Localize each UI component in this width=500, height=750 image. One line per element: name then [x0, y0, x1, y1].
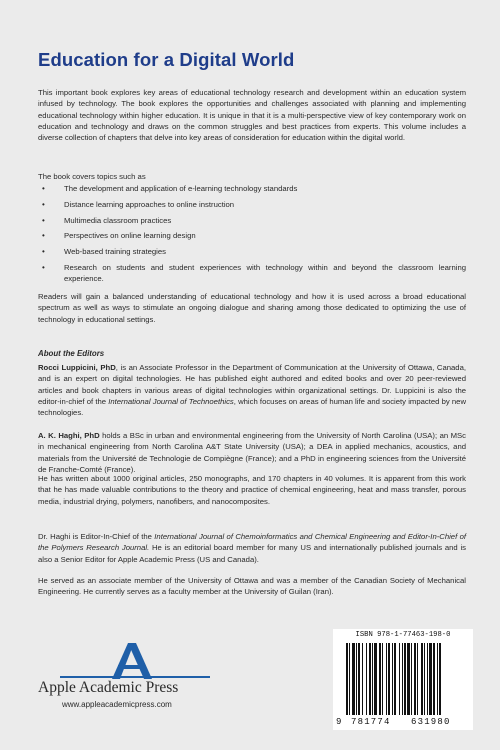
list-item: • The development and application of e-learning technology standards [42, 184, 298, 193]
book-title: Education for a Digital World [38, 49, 295, 70]
editor2-bio: A. K. Haghi, PhD holds a BSc in urban and environmental engineering from the University of North Carolina (USA); an MSc in mechanical engineering from North Carolina A&T State University (USA); a DEA in applied mechanics, acoustics, and materials from the Université de Technologie de Compiègne (France); and a PhD in engineering sciences from the Université de Franche-Comté (France). [38, 431, 466, 474]
bullet-icon: • [42, 247, 45, 257]
apple-academic-press-logo [60, 641, 210, 681]
bullet-icon: • [42, 231, 45, 241]
list-item: • Research on students and student experiences with technology within and beyond the classroom learning experience. [42, 262, 466, 284]
bullet-icon: • [42, 215, 45, 225]
description-paragraph: This important book explores key areas of educational technology research and development within an education system infused by technology. The book explores the opportunities and challenges associated with planning and implementing educational technology within higher education. It is unique in that it is a multi-perspective view of key contemporary work on education and technology and draws on the common struggles and best practices from experts. This volume includes a diverse collection of chapters that delve into key areas of consideration for education within the digital world. [38, 88, 466, 143]
list-item: • Multimedia classroom practices [42, 215, 172, 225]
isbn-barcode: ISBN 978-1-77463-198-0 9 781774 631980 [333, 629, 473, 730]
journal-titles: International Journal of Chemoinformatics and Chemical Engineering and Editor-In-Chief of the Polymers Research Journal. [38, 532, 466, 553]
editor1-name: Rocci Luppicini, PhD [38, 363, 116, 372]
editor2-publications: He has written about 1000 original articles, 250 monographs, and 170 chapters in 40 volumes. It is apparent from this work that he has made valuable contributions to the theory and practice of chemical engineering, heat and mass transfer, porous media, industrial drying, polymers, nanofibers, and nanocomposites. [38, 474, 466, 506]
list-item: • Perspectives on online learning design [42, 231, 196, 241]
isbn-label: ISBN 978-1-77463-198-0 [355, 631, 451, 639]
bullet-icon: • [42, 262, 45, 272]
barcode-bars [333, 641, 473, 719]
readers-paragraph: Readers will gain a balanced understanding of educational technology and how it is used across a broad educational spectrum as well as ways to stimulate an ongoing dialogue and sharing among those dedicated to optimizing the use of technology in educational settings. [38, 292, 466, 324]
editor2-memberships: He served as an associate member of the University of Ottawa and was a member of the Canadian Society of Mechanical Engineering. He currently serves as a faculty member at the University of Guilan (Iran). [38, 576, 466, 597]
bullet-icon: • [42, 199, 45, 209]
publisher-url: www.appleacademicpress.com [62, 700, 172, 709]
list-item: • Distance learning approaches to online instruction [42, 199, 235, 209]
editor1-bio: Rocci Luppicini, PhD, is an Associate Professor in the Department of Communication at the University of Ottawa, Canada, and is an expert on digital technologies. He has published eight authored and edited books and over 20 peer-reviewed articles and book chapters in various areas of digital technologies within organizational settings. Dr. Luppicini is also the editor-in-chief of the International Journal of Technoethics, which focuses on areas of human life and society impacted by new technologies. [38, 363, 466, 418]
publisher-name: Apple Academic Press [38, 679, 179, 696]
topics-intro: The book covers topics such as [38, 172, 146, 181]
bullet-icon: • [42, 184, 45, 193]
topics-list [38, 183, 466, 289]
journal-title: International Journal of Technoethics [108, 396, 234, 406]
list-item: • Web-based training strategies [42, 247, 166, 257]
about-editors-heading: About the Editors [38, 349, 105, 358]
editor2-name: A. K. Haghi, PhD [38, 431, 100, 440]
editor2-editorships: Dr. Haghi is Editor-In-Chief of the International Journal of Chemoinformatics and Chemical Engineering and Editor-In-Chief of the Polymers Research Journal. He is an editorial board member for many US and internationally published journals and is also a Senior Editor for Apple Academic Press (US and Canada). [38, 532, 466, 564]
